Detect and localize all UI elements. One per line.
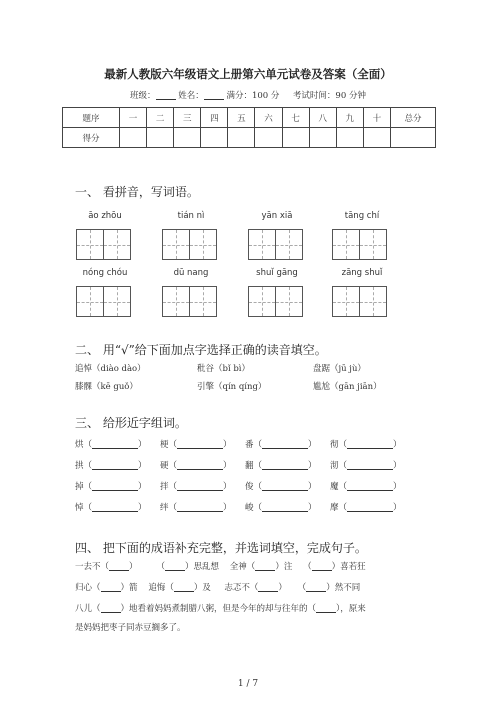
table-cell: 七	[282, 108, 309, 128]
close-paren: ）	[223, 503, 232, 513]
score-cell[interactable]	[309, 128, 336, 148]
word-formation-item	[330, 459, 402, 471]
table-cell: 四	[201, 108, 228, 128]
answer-blank[interactable]	[262, 502, 308, 512]
character-label: 掉（	[75, 482, 93, 492]
section4-heading: 四、 把下面的成语补充完整，并选词填空，完成句子。	[75, 541, 367, 555]
writing-grid[interactable]	[332, 229, 386, 260]
score-cell[interactable]	[391, 128, 436, 148]
word-formation-item	[160, 480, 232, 492]
section3-heading: 三、 给形近字组词。	[75, 416, 187, 430]
pinyin: tián nì	[177, 211, 205, 221]
answer-blank[interactable]	[177, 439, 223, 449]
class-label: 班级：	[130, 91, 156, 101]
answer-blank[interactable]	[92, 502, 138, 512]
text: （	[156, 562, 165, 572]
word-formation-item	[245, 438, 317, 450]
character-label: 彻（	[330, 440, 348, 450]
idiom-line	[75, 581, 360, 593]
character-label: 翻（	[245, 461, 263, 471]
page-title: 最新人教版六年级语文上册第六单元试卷及答案（全面）	[104, 67, 392, 81]
text: ）然不同	[326, 583, 361, 593]
text: ）思乱想	[184, 562, 219, 572]
character-label: 沏（	[330, 461, 348, 471]
text: 八儿（	[75, 604, 101, 614]
pinyin: dū nang	[173, 268, 209, 278]
reading-item[interactable]: 尴尬（gān jiān）	[313, 382, 382, 392]
writing-grid[interactable]	[162, 286, 216, 317]
reading-item[interactable]: 引擎（qín qíng）	[197, 382, 267, 392]
idiom-line	[75, 560, 366, 572]
score-cell[interactable]	[255, 128, 282, 148]
class-blank[interactable]	[156, 90, 176, 100]
answer-blank[interactable]	[177, 502, 223, 512]
table-cell: 题序	[63, 108, 120, 128]
word-formation-item	[245, 480, 317, 492]
character-label: 俊（	[245, 482, 263, 492]
reading-item[interactable]: 追悼（diào dào）	[75, 364, 146, 374]
close-paren: ）	[308, 440, 317, 450]
score-cell[interactable]	[363, 128, 390, 148]
text: 归心（	[75, 583, 101, 593]
reading-item[interactable]: 秕谷（bǐ bì）	[197, 364, 251, 374]
writing-grid[interactable]	[248, 286, 302, 317]
word-formation-item	[75, 438, 147, 450]
answer-blank[interactable]	[174, 582, 194, 592]
answer-blank[interactable]	[258, 582, 278, 592]
pinyin: tāng chí	[344, 211, 380, 221]
close-paren: ）	[138, 440, 147, 450]
name-label: 姓名：	[178, 91, 204, 101]
close-paren: ）	[393, 461, 402, 471]
text: ）	[129, 562, 138, 572]
close-paren: ）	[223, 440, 232, 450]
table-cell: 三	[174, 108, 201, 128]
answer-blank[interactable]	[316, 603, 336, 613]
writing-grid[interactable]	[248, 229, 302, 260]
close-paren: ）	[393, 440, 402, 450]
reading-item[interactable]: 盘踞（jū jù）	[313, 364, 366, 374]
writing-grid[interactable]	[332, 286, 386, 317]
score-table	[62, 107, 436, 148]
sentence-line	[75, 602, 366, 614]
character-label: 绊（	[160, 503, 178, 513]
word-formation-item	[330, 438, 402, 450]
character-label: 硬（	[160, 461, 178, 471]
score-cell[interactable]	[147, 128, 174, 148]
table-cell: 十	[363, 108, 390, 128]
score-table-row	[63, 128, 436, 148]
score-cell[interactable]	[282, 128, 309, 148]
close-paren: ）	[393, 482, 402, 492]
pinyin: zāng shuǐ	[341, 268, 383, 278]
character-label: 峻（	[245, 503, 263, 513]
word-formation-item	[75, 459, 147, 471]
character-label: 悼（	[75, 503, 93, 513]
table-cell: 六	[255, 108, 282, 128]
answer-blank[interactable]	[92, 439, 138, 449]
pinyin: shuǐ gāng	[256, 268, 298, 278]
text: 志忑不（	[224, 583, 259, 593]
answer-blank[interactable]	[101, 603, 121, 613]
answer-blank[interactable]	[262, 439, 308, 449]
close-paren: ）	[308, 503, 317, 513]
character-label: 魔（	[330, 482, 348, 492]
score-cell[interactable]	[336, 128, 363, 148]
table-cell: 一	[120, 108, 147, 128]
word-formation-item	[330, 480, 402, 492]
text: ）喜若狂	[331, 562, 366, 572]
answer-blank[interactable]	[312, 561, 332, 571]
score-cell[interactable]	[228, 128, 255, 148]
name-blank[interactable]	[204, 90, 224, 100]
score-info: 满分：100 分	[226, 91, 280, 101]
character-label: 拌（	[160, 482, 178, 492]
text: （	[297, 583, 307, 593]
text: 一去不（	[75, 562, 110, 572]
close-paren: ）	[393, 503, 402, 513]
table-cell: 二	[147, 108, 174, 128]
writing-grid[interactable]	[76, 286, 130, 317]
character-label: 摩（	[330, 503, 348, 513]
answer-blank[interactable]	[101, 582, 121, 592]
word-formation-item	[160, 459, 232, 471]
writing-grid[interactable]	[162, 229, 216, 260]
score-table-header	[63, 108, 436, 128]
text: ），原来	[336, 604, 366, 614]
table-cell: 九	[336, 108, 363, 128]
text: ）箭	[120, 583, 138, 593]
character-label: 梗（	[160, 440, 178, 450]
character-label: 烘（	[75, 440, 93, 450]
text: 追悔（	[148, 583, 174, 593]
close-paren: ）	[138, 461, 147, 471]
score-cell[interactable]	[120, 128, 147, 148]
word-formation-item	[75, 480, 147, 492]
answer-blank[interactable]	[347, 502, 393, 512]
section1-heading: 一、 看拼音，写词语。	[75, 185, 199, 199]
time-info: 考试时间：90 分钟	[292, 91, 366, 101]
character-label: 番（	[245, 440, 263, 450]
text: ）	[278, 583, 287, 593]
answer-blank[interactable]	[92, 481, 138, 491]
answer-blank[interactable]	[306, 582, 326, 592]
pinyin: nóng chóu	[82, 268, 128, 278]
table-cell: 八	[309, 108, 336, 128]
close-paren: ）	[223, 482, 232, 492]
text: ）注	[275, 562, 293, 572]
answer-blank[interactable]	[347, 481, 393, 491]
answer-blank[interactable]	[109, 561, 129, 571]
exam-info	[0, 89, 496, 101]
answer-blank[interactable]	[255, 561, 275, 571]
answer-blank[interactable]	[177, 481, 223, 491]
word-formation-item	[75, 501, 147, 513]
score-cell[interactable]	[174, 128, 201, 148]
section2-heading: 二、 用“√”给下面加点字选择正确的读音填空。	[75, 343, 327, 357]
close-paren: ）	[308, 482, 317, 492]
answer-blank[interactable]	[92, 460, 138, 470]
page-number: 1 / 7	[237, 679, 259, 689]
character-label: 拱（	[75, 461, 93, 471]
word-formation-item	[245, 459, 317, 471]
answer-blank[interactable]	[177, 460, 223, 470]
answer-blank[interactable]	[347, 439, 393, 449]
word-formation-item	[245, 501, 317, 513]
word-formation-item	[330, 501, 402, 513]
answer-blank[interactable]	[165, 561, 185, 571]
text: ）及	[193, 583, 211, 593]
answer-blank[interactable]	[262, 481, 308, 491]
answer-blank[interactable]	[262, 460, 308, 470]
table-cell: 总分	[391, 108, 436, 128]
word-formation-item	[160, 438, 232, 450]
answer-blank[interactable]	[347, 460, 393, 470]
writing-grid[interactable]	[76, 229, 130, 260]
table-cell: 五	[228, 108, 255, 128]
close-paren: ）	[138, 503, 147, 513]
close-paren: ）	[223, 461, 232, 471]
close-paren: ）	[138, 482, 147, 492]
score-cell[interactable]	[201, 128, 228, 148]
pinyin: āo zhōu	[88, 211, 122, 221]
sentence-line: 是妈妈把枣子同赤豆搁多了。	[75, 623, 186, 633]
text: 全神（	[229, 562, 256, 572]
text: ）地看着妈妈煮制腊八粥，但是今年的却与往年的（	[120, 604, 317, 614]
word-formation-item	[160, 501, 232, 513]
text: （	[303, 562, 312, 572]
pinyin: yān xiā	[261, 211, 293, 221]
table-cell: 得分	[63, 128, 120, 148]
close-paren: ）	[308, 461, 317, 471]
reading-item[interactable]: 膝髁（kē guǒ）	[75, 382, 138, 392]
